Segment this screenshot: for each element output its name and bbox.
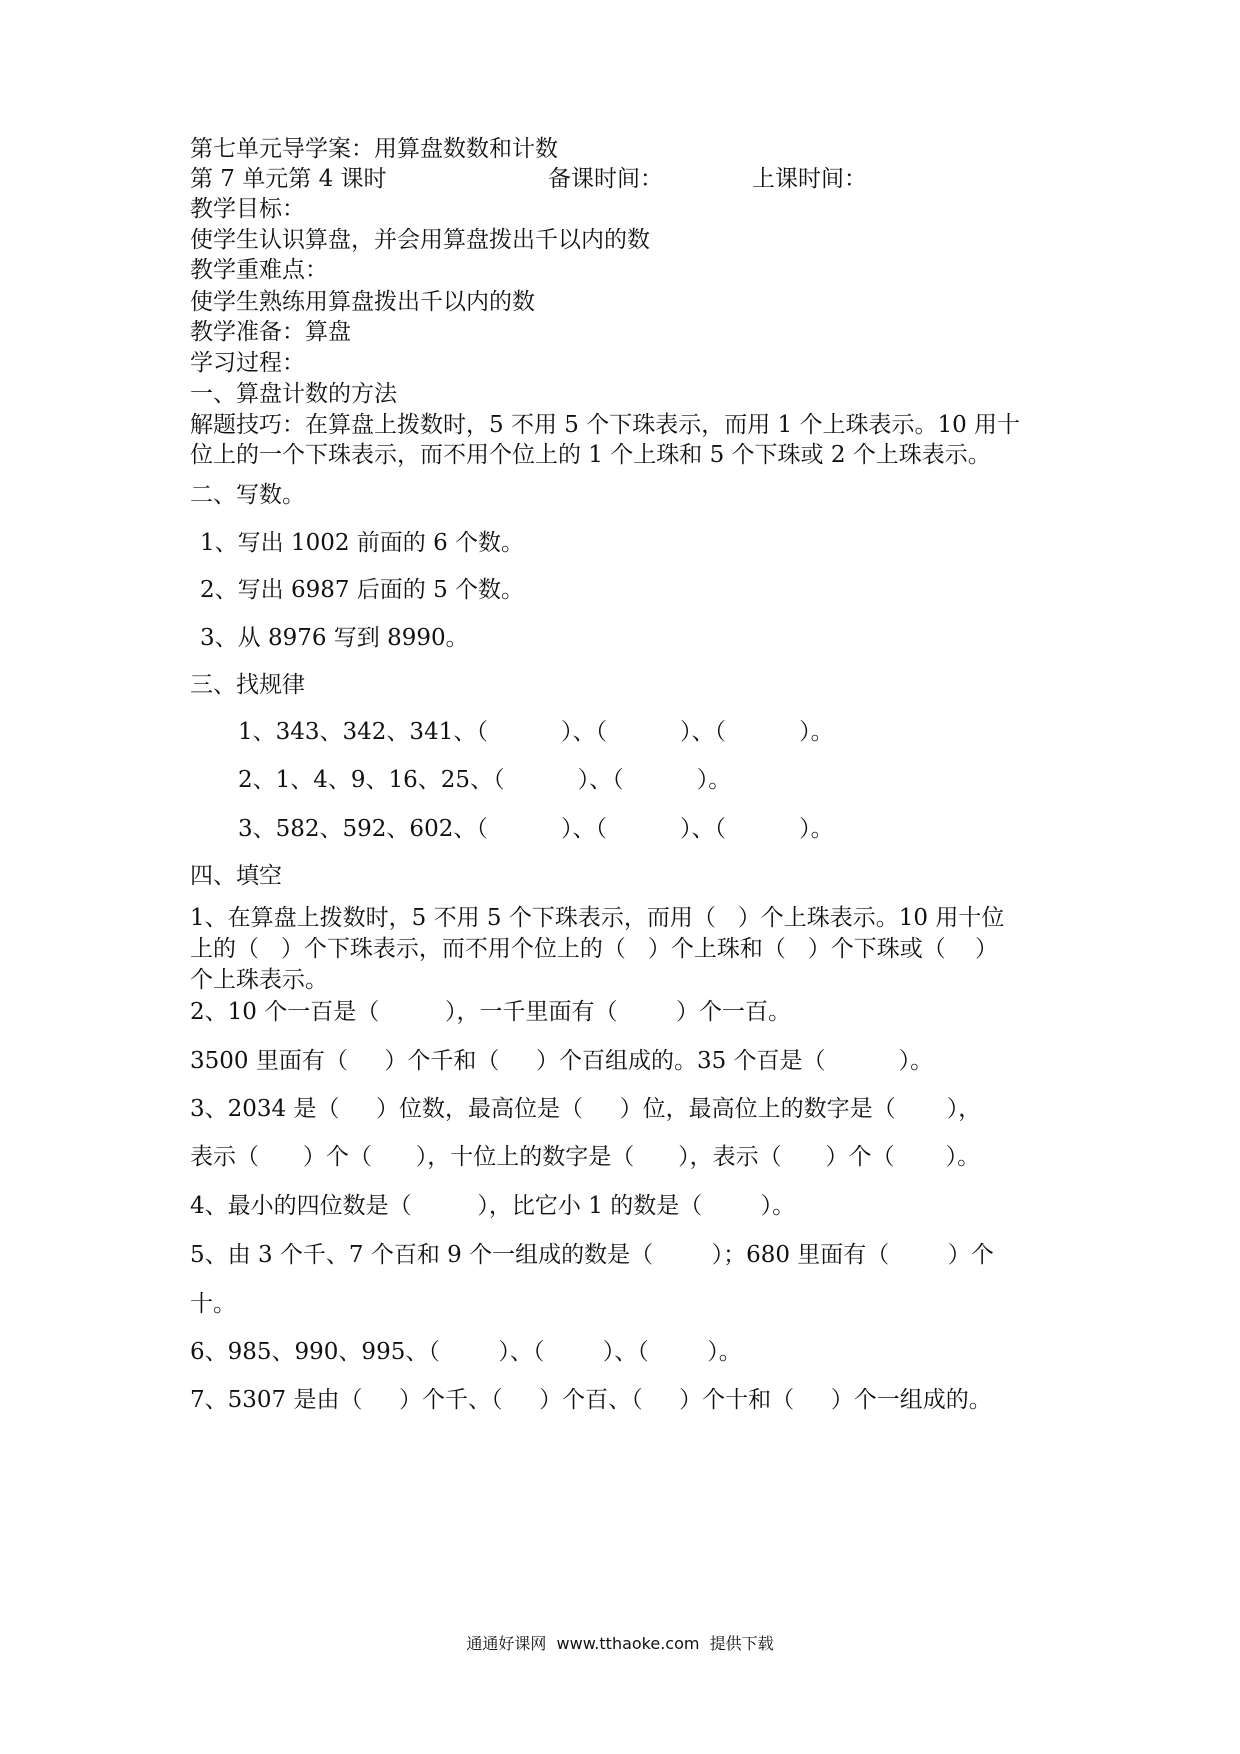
section3-item: 3、582、592、602、（ ）、（ ）、（ ）。 [238,816,834,842]
page-footer: 通通好课网 www.tthaoke.com 提供下载 [466,1634,774,1653]
section4-line: 表示（ ）个（ ），十位上的数字是（ ），表示（ ）个（ ）。 [190,1144,981,1170]
section1-heading: 一、算盘计数的方法 [190,381,397,407]
section3-item: 1、343、342、341、（ ）、（ ）、（ ）。 [238,719,834,745]
section4-line: 个上珠表示。 [190,967,328,993]
section4-line: 3500 里面有（ ）个千和（ ）个百组成的。35 个百是（ ）。 [190,1048,934,1074]
class-time-label: 上课时间： [752,166,867,192]
section2-item: 2、写出 6987 后面的 5 个数。 [200,577,525,603]
section1-tip-line: 位上的一个下珠表示，而不用个位上的 1 个上珠和 5 个下珠或 2 个上珠表示。 [190,442,991,468]
section4-line: 上的（ ）个下珠表示，而不用个位上的（ ）个上珠和（ ）个下珠或（ ） [190,936,999,962]
key-points-text: 使学生熟练用算盘拨出千以内的数 [190,289,535,315]
objectives-text: 使学生认识算盘，并会用算盘拨出千以内的数 [190,227,650,253]
preparation-line: 教学准备：算盘 [190,319,351,345]
process-heading: 学习过程： [190,350,305,376]
lesson-info: 第 7 单元第 4 课时 [190,166,387,192]
section1-tip-line: 解题技巧：在算盘上拨数时，5 不用 5 个下珠表示，而用 1 个上珠表示。10 用十 [190,412,1021,438]
section4-line: 3、2034 是（ ）位数，最高位是（ ）位，最高位上的数字是（ ）， [190,1096,982,1122]
section4-line: 7、5307 是由（ ）个千、（ ）个百、（ ）个十和（ ）个一组成的。 [190,1387,992,1413]
section4-line: 1、在算盘上拨数时，5 不用 5 个下珠表示，而用（ ）个上珠表示。10 用十位 [190,905,1005,931]
section4-line: 6、985、990、995、（ ）、（ ）、（ ）。 [190,1339,742,1365]
section2-item: 1、写出 1002 前面的 6 个数。 [200,530,525,556]
section2-heading: 二、写数。 [190,482,305,508]
section4-line: 十。 [190,1291,236,1317]
section4-heading: 四、填空 [190,863,282,889]
section3-heading: 三、找规律 [190,672,305,698]
section3-item: 2、1、4、9、16、25、（ ）、（ ）。 [238,767,732,793]
section2-item: 3、从 8976 写到 8990。 [200,625,469,651]
section4-line: 5、由 3 个千、7 个百和 9 个一组成的数是（ ）；680 里面有（ ）个 [190,1242,994,1268]
objectives-heading: 教学目标： [190,196,305,222]
section4-line: 4、最小的四位数是（ ），比它小 1 的数是（ ）。 [190,1193,796,1219]
worksheet-title: 第七单元导学案：用算盘数数和计数 [190,136,558,162]
key-points-heading: 教学重难点： [190,257,328,283]
prep-time-label: 备课时间： [548,166,663,192]
section4-line: 2、10 个一百是（ ），一千里面有（ ）个一百。 [190,999,791,1025]
